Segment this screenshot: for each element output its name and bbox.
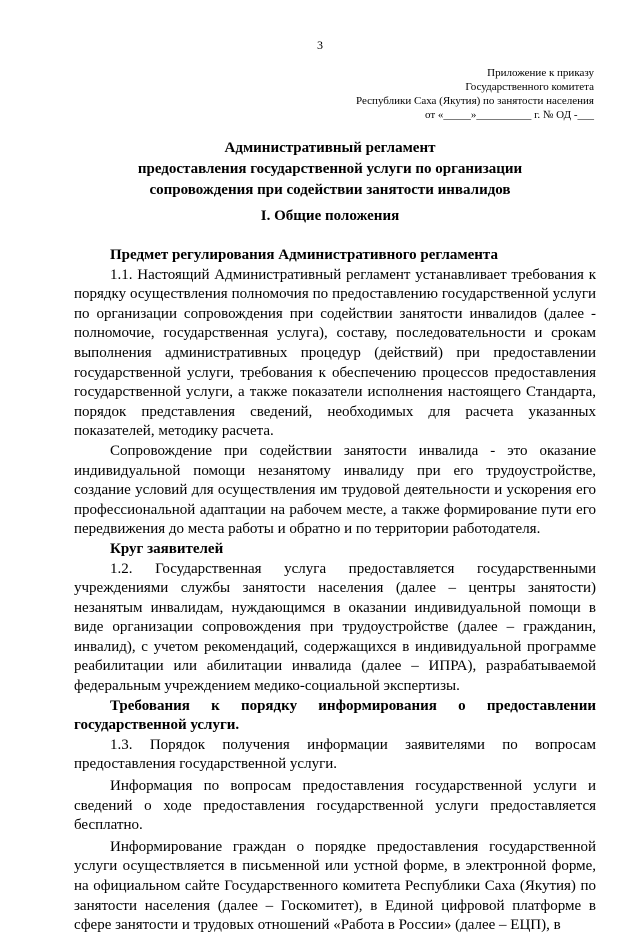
title-line-2: предоставления государственной услуги по организации [137,161,523,177]
title-line-1: Административный регламент [224,140,436,156]
appendix-line-2: Государственного комитета [465,81,594,93]
appendix-line-3: Республики Саха (Якутия) по занятости населения [356,95,594,107]
info-heading: Требования к порядку информирования о предоставлении государственной услуги. [74,697,596,734]
appendix-line-4: от «_____»__________ г. № ОД -___ [425,109,594,121]
document-title [40,138,620,201]
page-number: 3 [317,38,323,52]
document-body [74,246,596,936]
paragraph-1-2: 1.2. Государственная услуга предоставляется государственными учреждениями службы занятости населения (далее – центры занятости) незанятым инвалидам, нуждающимся в оказании индивидуальной помощи в виде организации сопровождения при трудоустройстве (далее – гражданин, инвалид), с учетом рекомендаций, содержащихся в индивидуальной программе реабилитации или абилитации инвалида (далее – ИПРА), разрабатываемой федеральным учреждением медико-социальной экспертизы. [74,560,596,695]
applicants-heading: Круг заявителей [110,540,224,557]
appendix-line-1: Приложение к приказу [487,67,594,79]
paragraph-support: Сопровождение при содействии занятости инвалида - это оказание индивидуальной помощи незанятому инвалиду при его трудоустройстве, создание условий для осуществления им трудовой деятельности и ускорения его профессиональной адаптации на рабочем месте, а также формирование пути его передвижения до места работы и обратно и по территории работодателя. [74,442,596,538]
paragraph-1-3: 1.3. Порядок получения информации заявителями по вопросам предоставления государственной услуги. [74,736,596,773]
paragraph-1-1: 1.1. Настоящий Административный регламент устанавливает требования к порядку осуществления полномочия по предоставлению государственной услуги по организации сопровождения при содействии занятости инвалидов (далее - полномочие, государственная услуга), составу, последовательности и срокам выполнения административных процедур (действий) при предоставлении государственной услуги, требования к обеспечению процессов предоставления государственной услуги, а также показатели исполнения настоящего Стандарта, порядок представления сведений, необходимых для расчета указанных показателей, методику расчета. [74,266,596,440]
subject-heading: Предмет регулирования Административного регламента [110,247,498,263]
paragraph-informing: Информирование граждан о порядке предоставления государственной услуги осуществляется в письменной или устной форме, в электронной форме, на официальном сайте Государственного комитета Республики Саха (Якутия) по занятости населения (далее – Госкомитет), в Единой цифровой платформе в сфере занятости и трудовых отношений «Работа в России» (далее – ЕЦП), в [74,838,596,934]
title-line-3: сопровождения при содействии занятости инвалидов [149,182,511,198]
appendix-block [356,66,594,122]
paragraph-info: Информация по вопросам предоставления государственной услуги и сведений о ходе предоставления государственной услуги предоставляется бесплатно. [74,778,596,834]
chapter-heading: I. Общие положения [260,208,400,224]
